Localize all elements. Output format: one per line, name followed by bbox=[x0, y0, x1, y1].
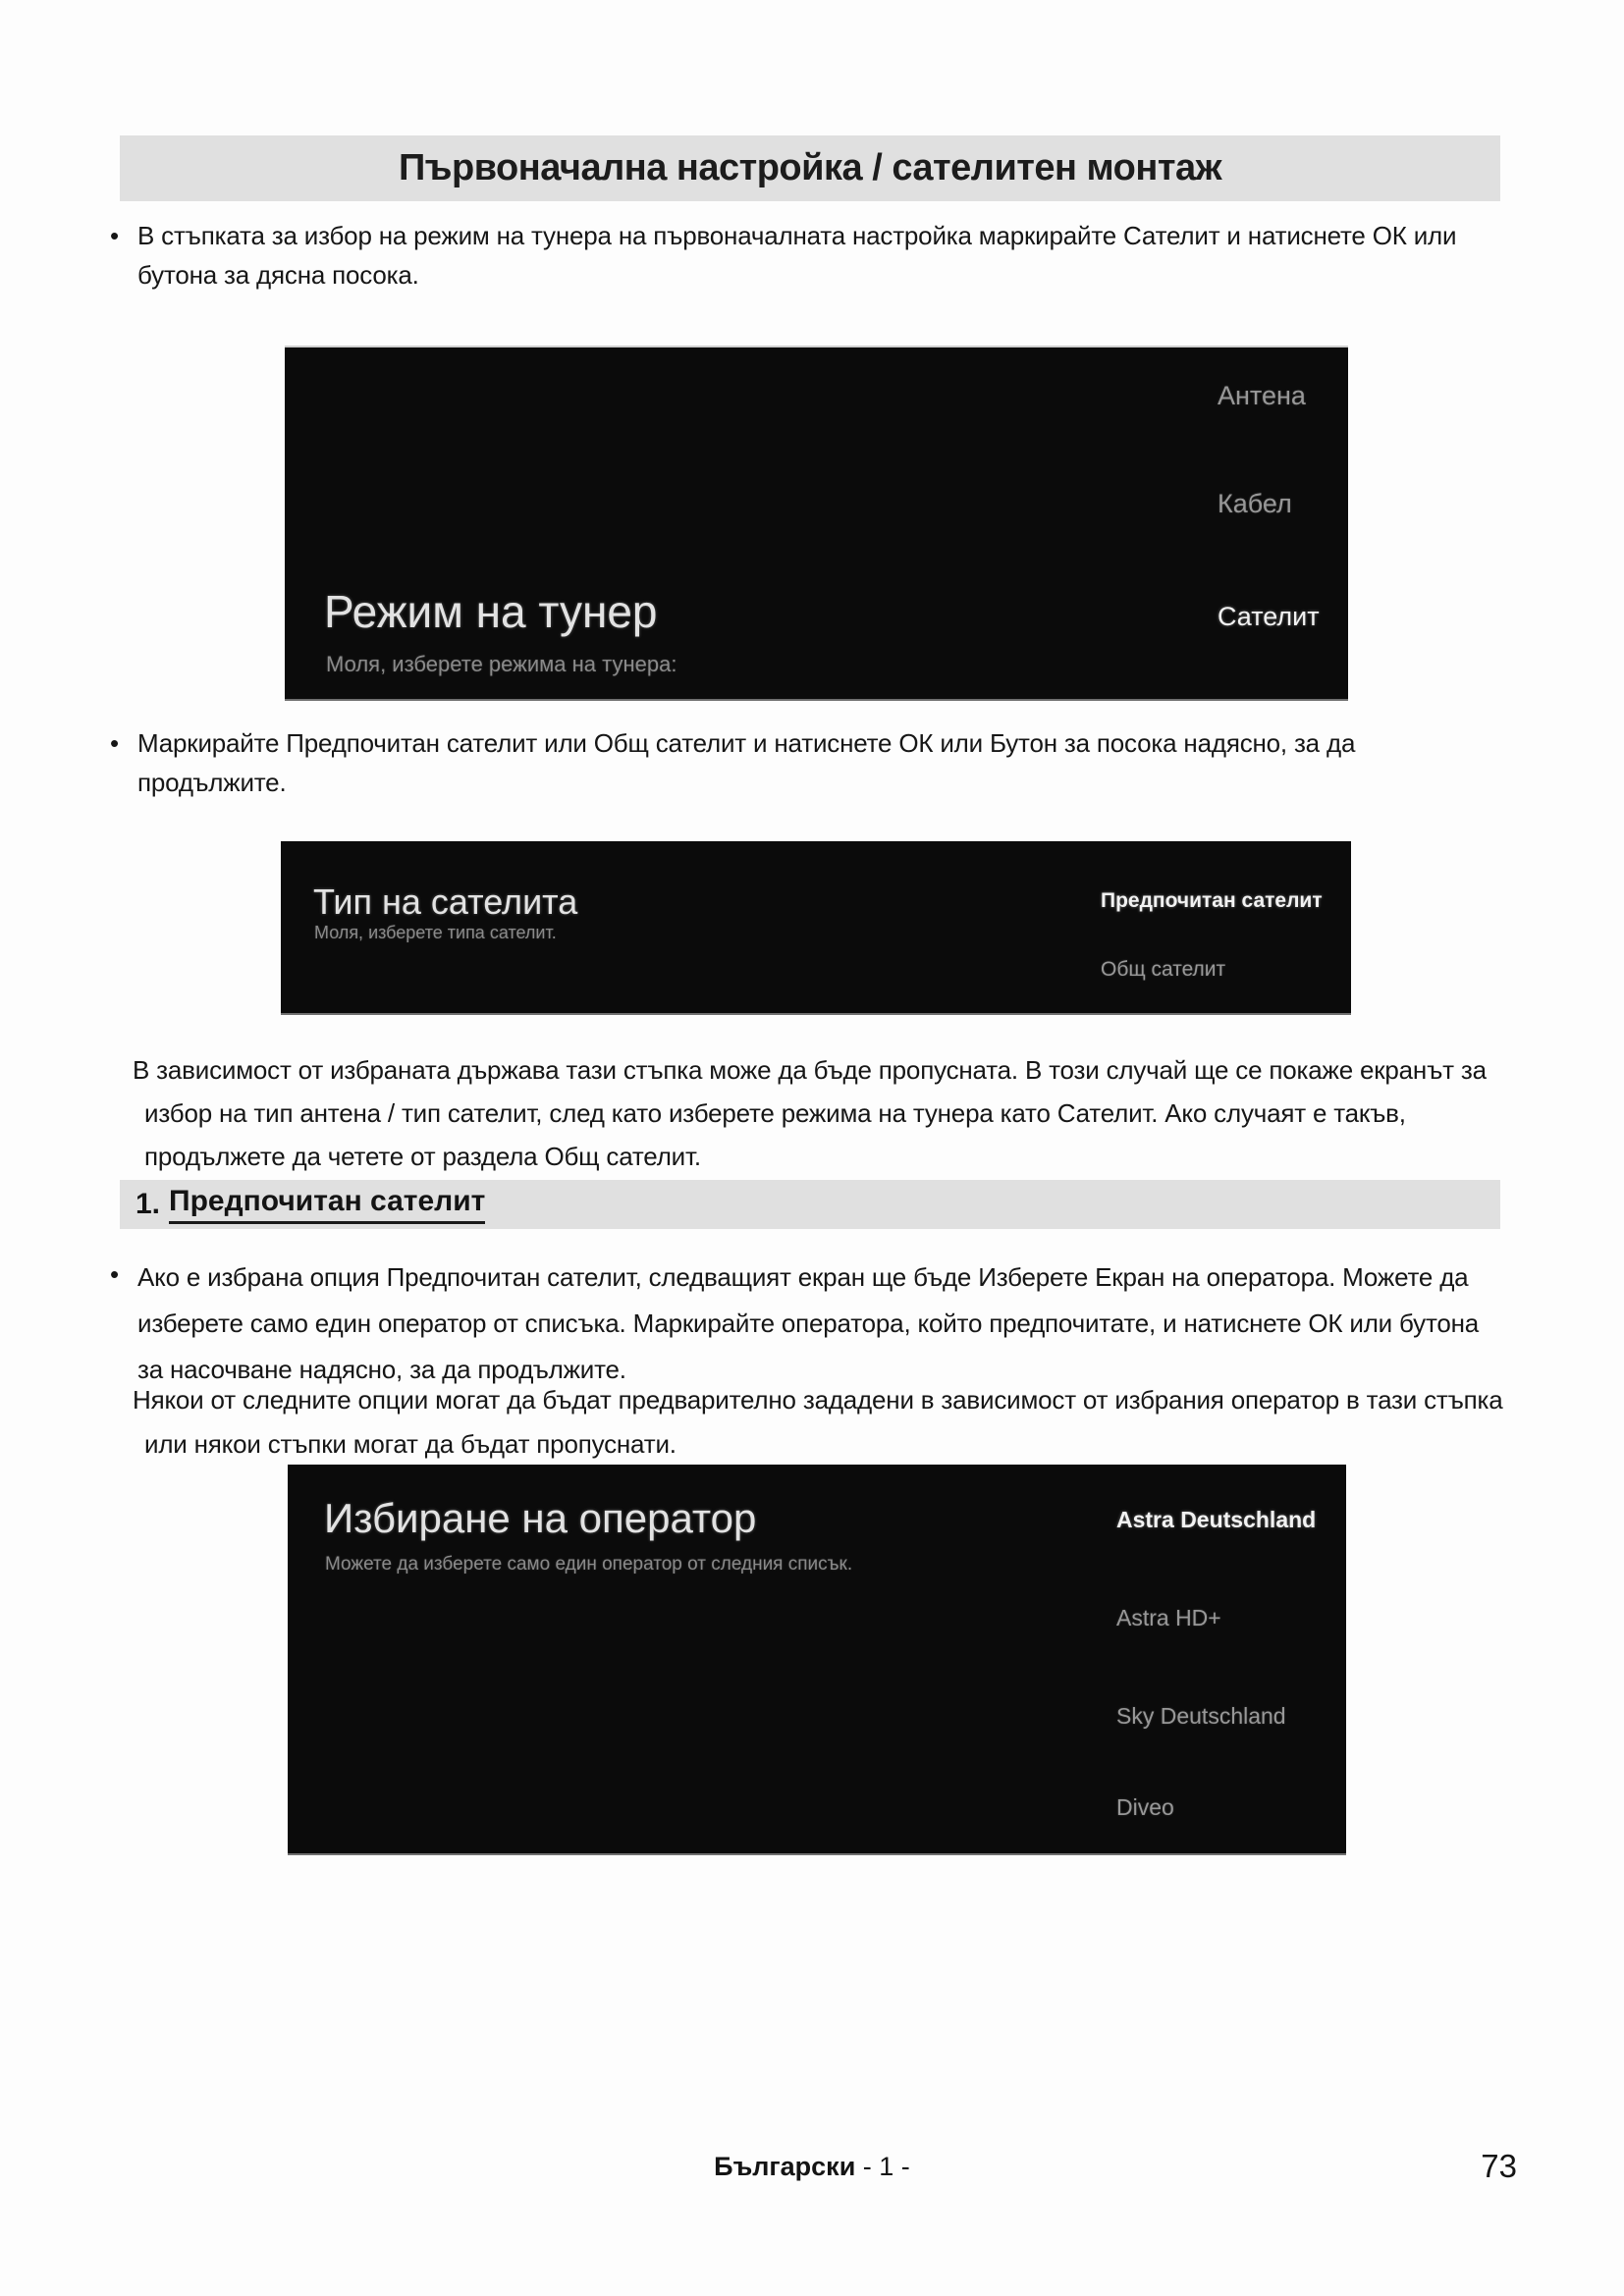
satellite-type-subtitle: Моля, изберете типа сателит. bbox=[314, 923, 557, 942]
tuner-screen-title: Режим на тунер bbox=[324, 586, 658, 637]
bullet-item-satellite-type bbox=[110, 723, 1504, 802]
tuner-option-cable: Кабел bbox=[1218, 489, 1292, 518]
bullet-text: Маркирайте Предпочитан сателит или Общ сателит и натиснете ОК или Бутон за посока надясно, за да продължите. bbox=[137, 728, 1356, 797]
tv-screenshot-tuner-mode bbox=[285, 346, 1348, 701]
section-heading: Предпочитан сателит bbox=[169, 1185, 485, 1224]
section-number: 1. bbox=[135, 1188, 161, 1220]
note-paragraph-preset-options: Някои от следните опции могат да бъдат предварително зададени в зависимост от избрания оператор в тази стъпка или някои стъпки могат да бъдат пропуснати. bbox=[133, 1385, 1503, 1459]
operator-screen-title: Избиране на оператор bbox=[324, 1495, 757, 1541]
page-title-bar bbox=[120, 135, 1500, 201]
operator-option-diveo: Diveo bbox=[1116, 1794, 1174, 1820]
bullet-icon bbox=[110, 723, 137, 763]
footer-page-indicator: - 1 - bbox=[855, 2152, 910, 2181]
section-heading-bar bbox=[120, 1180, 1500, 1229]
satellite-type-option-preferred: Предпочитан сателит bbox=[1101, 889, 1323, 912]
bullet-icon bbox=[110, 1255, 137, 1294]
bullet-text: В стъпката за избор на режим на тунера на първоначалната настройка маркирайте Сателит и натиснете ОК или бутона за дясна посока. bbox=[137, 221, 1457, 290]
tuner-option-antenna: Антена bbox=[1218, 381, 1306, 410]
tuner-screen-subtitle: Моля, изберете режима на тунера: bbox=[326, 652, 677, 676]
operator-option-sky-deutschland: Sky Deutschland bbox=[1116, 1703, 1286, 1729]
tv-screenshot-satellite-type bbox=[281, 841, 1351, 1015]
satellite-type-option-general: Общ сателит bbox=[1101, 958, 1226, 981]
bullet-text: Ако е избрана опция Предпочитан сателит, следващият екран ще бъде Изберете Екран на оператора. Можете да изберете само един оператор от списъка. Маркирайте оператора, който предпочитате, и натиснете ОК или бутона за насочване надясно, за да продължите. bbox=[137, 1262, 1480, 1384]
satellite-type-title: Тип на сателита bbox=[313, 881, 578, 922]
operator-option-astra-hd-plus: Astra HD+ bbox=[1116, 1605, 1221, 1630]
note-paragraph-country-skip: В зависимост от избраната държава тази стъпка може да бъде пропусната. В този случай ще се покаже екранът за избор на тип антена / тип сателит, след като изберете режима на тунера като Сателит. Ако случаят е такъв, продължете да четете от раздела Общ сателит. bbox=[133, 1055, 1487, 1171]
page-number: 73 bbox=[1481, 2148, 1517, 2184]
operator-screen-subtitle: Можете да изберете само един оператор от следния списък. bbox=[325, 1554, 853, 1575]
bullet-item-operator-select bbox=[110, 1255, 1504, 1393]
bullet-icon bbox=[110, 216, 137, 255]
page-title: Първоначална настройка / сателитен монтаж bbox=[398, 147, 1222, 188]
operator-option-astra-deutschland: Astra Deutschland bbox=[1116, 1507, 1317, 1532]
tv-screenshot-operator-select bbox=[288, 1465, 1346, 1855]
footer-language: Български bbox=[714, 2152, 856, 2181]
tuner-option-satellite: Сателит bbox=[1218, 602, 1320, 631]
bullet-item-tuner-select bbox=[110, 216, 1504, 294]
footer bbox=[0, 2152, 1624, 2182]
